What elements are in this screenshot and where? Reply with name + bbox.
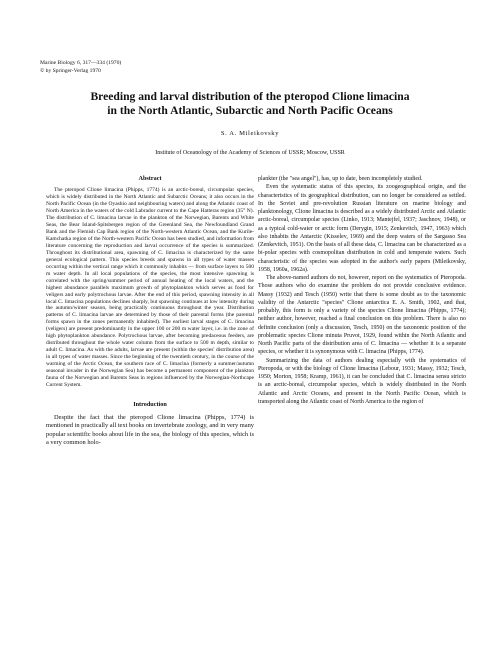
copyright-line: © by Springer-Verlag 1970 [40, 67, 101, 74]
abstract-text: The pteropod Clione limacina (Phipps, 1774) is an arctic-boreal, circumpolar species, which is widely distributed in the North Atlantic and Subarctic Oceans; it also occurs in the North Pacific Ocean (in the Oyashio and neighbouring waters) and along the Atlantic coast of North America in the waters of the cold Labrador current to the Cape Hatteras region (35° N). The distribution of C. limacina larvae in the plankton of the Norwegian, Barents and White Seas, the Bear Island-Spitsbergen region of the Greenland Sea, the Newfoundland Grand Bank and the Flemish Cap Bank region of the North-western Atlantic Ocean, and the Kurile-Kamchatka region of the North-western Pacific Ocean has been studied, and information from literature concerning the reproduction and larval occurrence of the species is summarized. Throughout its distributional area, spawning of C. limacina is characterized by the same general ecological pattern. This species breeds and spawns in all types of water masses occurring within the vertical range which it commonly inhabits — from surface layers to 500 m water depth. In all local populations of the species, the most intensive spawning is correlated with the spring/summer period of annual heating of the local waters, and the highest abundance parallels maximum growth of phytoplankton which serves as food for veligers and early polytrochous larvae. After the end of this period, spawning intensity in all local C. limacina populations declines sharply, but spawning continues at low intensity during the autumn/winter season, being practically continuous throughout the year. Distribution patterns of C. limacina larvae are determined by those of their parental forms (the parental forms spawn in the zones permanently inhabited). The earliest larval stages of C. limacina (veligers) are present predominantly in the upper 100 or 200 m water layer, i.e. in the zone of high phytoplankton abundance. Polytrochous larvae, after becoming predaceous feeders, are distributed throughout the whole water column from the surface to 500 m depth, similar to adult C. limacina. As with the adults, larvae are present (within the species' distribution area) in all types of water masses. Since the beginning of the twentieth century, in the course of the warming of the Arctic Ocean, the southern race of C. limacina (formerly a summer/autumn seasonal invader in the Norwegian Sea) has become a permanent component of the plankton fauna of the Norwegian and Barents Seas in regions influenced by the Norwegian-Northcape Current System. [46, 187, 254, 388]
introduction-heading: Introduction [133, 400, 167, 408]
journal-citation: Marine Biology 6, 317—334 (1970) [40, 60, 122, 66]
title-line-1: Breeding and larval distribution of the pteropod Clione limacina [90, 90, 410, 103]
abstract-heading: Abstract [138, 175, 162, 182]
author-name: S. A. Mileikovsky [220, 130, 280, 137]
right-column [258, 175, 466, 406]
paragraph-continuation: plankter (the "sea angel"), has, up to date, been incompletely studied. [258, 176, 423, 182]
paragraph-systematics: Even the systematic status of this species, its zoogeographical origin, and the characteristics of its geographical distribution, can no longer be considered as settled. In the Soviet and pre-revolution Russian literature on marine biology and planktonology, Clione limacina is described as a widely distributed Arctic and Atlantic arctic-boreal, circumpolar species (Linko, 1913; Mantejfel, 1937; Jaschnov, 1948), or as a typical cold-water or arctic form (Derygin, 1915; Zenkevitch, 1947, 1963) which also inhabits the Antarctic (Kisselev, 1969) and the deep waters of the Sargasso Sea (Zenkevitch, 1951). On the basis of all these data, C. limacina can be characterized as a bi-polar species with cosmopolitan distribution in cold and temperate waters. Such characteristic of the species was adopted in the author's early papers (Mileikovsky, 1958, 1960a, 1962a). [258, 184, 466, 273]
paragraph-summary: Summarizing the data of authors dealing especially with the systematics of Pteropoda, or with the biology of Clione limacina (Lebour, 1931; Massy, 1932; Tesch, 1950; Morton, 1958; Kramp, 1961), it can be concluded that C. limacina sensu stricto is an arctic-boreal, circumpolar species, which is widely distributed in the North Atlantic and Arctic Oceans, and present in the North Pacific Ocean, which is transported along the Atlantic coast of North America to the region of [258, 357, 466, 405]
paper-title [40, 90, 460, 118]
journal-header [40, 60, 121, 75]
introduction-text: Despite the fact that the pteropod Clione limacina (Phipps, 1774) is mentioned in practically all text books on invertebrate zoology, and in very many popular scientific books about life in the sea, the biology of this species, which is a very common holo- [46, 414, 254, 447]
paragraph-authors: The above-named authors do not, however, report on the systematics of Pteropoda. Those authors who do examine the problem do not provide conclusive evidence. Massy (1932) and Tesch (1950) write that there is some doubt as to the taxonomic validity of the Antarctic "species" Clione antarctica E. A. Smith, 1902, and that, probably, this form is only a variety of the species Clione limacina (Phipps, 1774); neither author, however, reached a final conclusion on this problem. There is also no definite conclusion (only a discussion, Tesch, 1950) on the taxonomic position of the problematic species Clione minuta Pruvot, 1929, found within the North Atlantic and North Pacific parts of the distribution area of C. limacina — whether it is a separate species, or whether it is synonymous with C. limacina (Phipps, 1774). [258, 275, 466, 356]
left-column [46, 175, 254, 447]
title-line-2: in the North Atlantic, Subarctic and North Pacific Oceans [107, 104, 393, 117]
author-affiliation: Institute of Oceanology of the Academy of Sciences of USSR; Moscow, USSR [155, 150, 345, 156]
